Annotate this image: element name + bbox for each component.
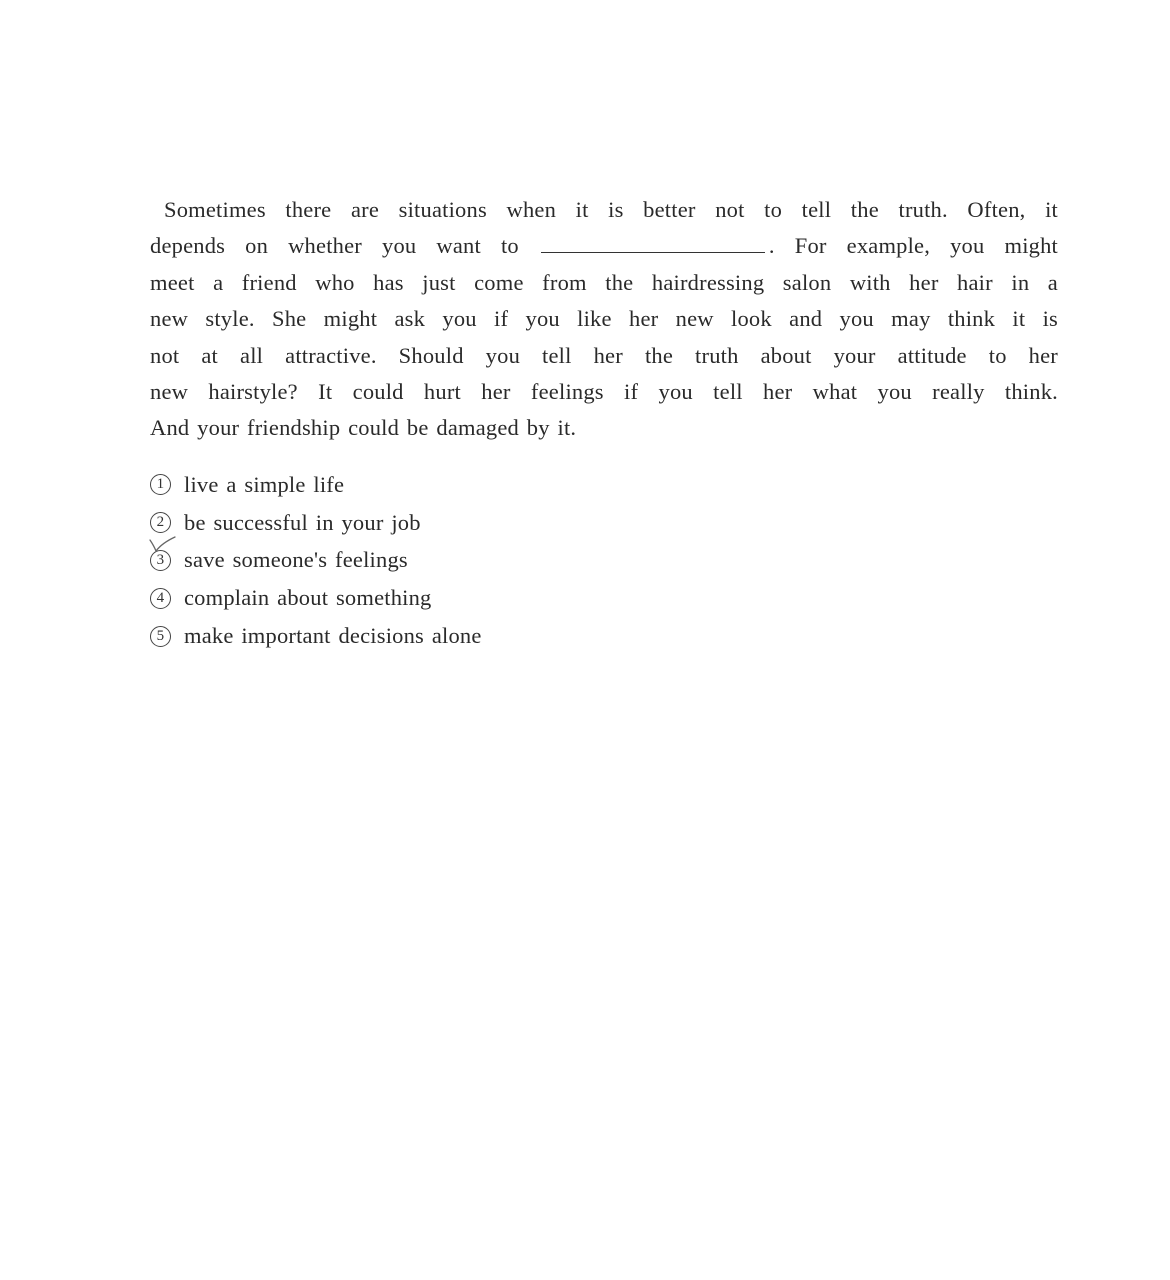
option-number-2: 2 <box>150 512 171 533</box>
passage-line-5: not at all attractive. Should you tell her the truth about your attitude to her <box>150 342 1058 368</box>
passage-line-4: new style. She might ask you if you like her new look and you may think it is <box>150 306 1058 332</box>
option-text-2: be successful in your job <box>184 509 421 535</box>
answer-blank <box>541 230 765 253</box>
passage-line-7: And your friendship could be damaged by it. <box>150 415 577 441</box>
option-number-5: 5 <box>150 626 171 647</box>
option-number-1: 1 <box>150 474 171 495</box>
passage-line-2 <box>150 228 1058 264</box>
option-number-3: 3 <box>150 550 171 571</box>
passage-line-2-end: . For example, you might <box>768 233 1058 259</box>
pencil-check-mark-icon <box>148 536 180 560</box>
passage-line-3: meet a friend who has just come from the hairdressing salon with her hair in a <box>150 269 1058 295</box>
option-2[interactable] <box>150 504 850 542</box>
option-text-4: complain about something <box>184 585 432 611</box>
option-5[interactable] <box>150 617 850 655</box>
option-1[interactable] <box>150 466 850 504</box>
passage-line-1: Sometimes there are situations when it is better not to tell the truth. Often, it <box>164 197 1058 222</box>
option-text-5: make important decisions alone <box>184 623 482 649</box>
option-number-4: 4 <box>150 588 171 609</box>
passage-line-2-start: depends on whether you want to <box>150 233 519 259</box>
option-4[interactable] <box>150 579 850 617</box>
answer-options <box>150 466 850 655</box>
reading-passage <box>150 192 1058 447</box>
option-text-1: live a simple life <box>184 471 345 497</box>
option-3[interactable] <box>150 542 850 580</box>
passage-line-6: new hairstyle? It could hurt her feelings if you tell her what you really think. <box>150 378 1058 404</box>
option-text-3: save someone's feelings <box>184 547 408 573</box>
